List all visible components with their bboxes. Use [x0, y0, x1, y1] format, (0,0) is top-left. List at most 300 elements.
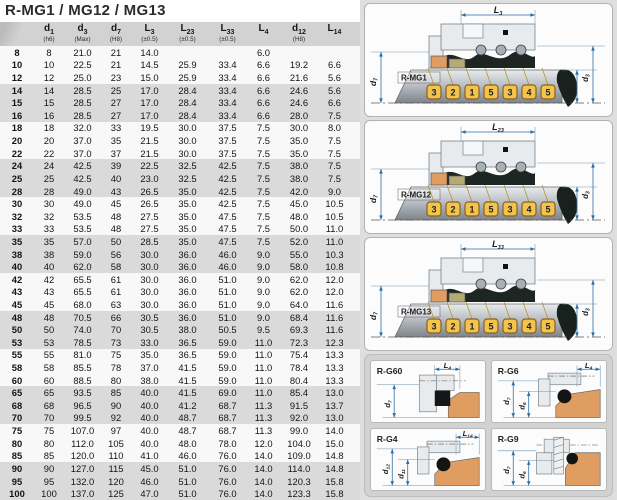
table-cell: 10.5 — [325, 210, 344, 222]
table-cell: 91.5 — [289, 399, 309, 411]
o-ring — [566, 453, 578, 465]
table-cell: 12 — [11, 72, 23, 84]
table-row — [0, 424, 360, 437]
table-cell: 75 — [110, 349, 122, 361]
table-cell: 66 — [110, 311, 122, 323]
seal-face — [449, 176, 465, 185]
gland — [417, 447, 429, 474]
table-cell: 14 — [43, 84, 55, 96]
table-cell: 76.0 — [218, 475, 237, 487]
seat-diagram-r-g6 — [491, 360, 607, 423]
table-row — [0, 386, 360, 399]
dim-label: $d_6$ — [517, 402, 528, 410]
table-cell: 30.0 — [140, 286, 159, 298]
table-cell: 28.0 — [289, 109, 309, 121]
dim-label: $L_{14}$ — [462, 429, 473, 440]
part-number: 1 — [469, 87, 475, 98]
table-cell: 32.5 — [178, 172, 197, 184]
table-cell: 55 — [43, 349, 55, 361]
table-row — [0, 323, 360, 336]
table-cell: 21.5 — [140, 135, 159, 147]
table-cell: 59.0 — [73, 248, 92, 260]
table-cell: 68 — [11, 399, 23, 411]
table-cell: 63 — [110, 298, 122, 310]
table-cell: 112.0 — [71, 437, 94, 449]
table-cell: 36.0 — [178, 311, 197, 323]
seat-diagram-panel — [364, 354, 613, 497]
table-cell: 78.0 — [218, 437, 237, 449]
table-row — [0, 197, 360, 210]
table-cell: 9.0 — [256, 248, 271, 260]
table-cell: 45.0 — [140, 462, 159, 474]
table-cell: 32 — [43, 210, 55, 222]
column-header: $d_3$ (Max) — [74, 23, 91, 44]
table-cell: 42 — [11, 273, 23, 285]
dim-label: d7 — [368, 77, 380, 87]
table-cell: 25.9 — [178, 72, 197, 84]
table-cell: 41.5 — [178, 362, 197, 374]
table-cell: 88.5 — [73, 374, 92, 386]
table-cell: 50.0 — [289, 223, 309, 235]
table-cell: 27.5 — [140, 223, 159, 235]
table-row — [0, 172, 360, 185]
dim-label: $d_1$ — [565, 319, 576, 327]
table-cell: 14 — [11, 84, 23, 96]
table-cell: 85.5 — [73, 362, 92, 374]
column-header: $d_{12}$ (H8) — [292, 23, 306, 44]
table-cell: 35.0 — [178, 210, 197, 222]
table-cell: 40 — [110, 172, 122, 184]
dim-label: d7 — [368, 194, 380, 204]
table-cell: 36.5 — [178, 349, 197, 361]
spring — [516, 45, 526, 55]
table-cell: 51.0 — [218, 298, 237, 310]
table-cell: 12.0 — [254, 437, 273, 449]
table-cell: 65 — [11, 387, 23, 399]
part-number: 5 — [545, 204, 551, 215]
table-cell: 37.0 — [140, 362, 159, 374]
part-number: 5 — [545, 321, 551, 332]
table-cell: 7.5 — [256, 223, 271, 235]
gland — [548, 373, 581, 385]
table-cell: 11.0 — [254, 374, 273, 386]
table-row — [0, 122, 360, 135]
table-cell: 19.5 — [140, 122, 159, 134]
gland-slot — [463, 141, 483, 155]
table-cell: 42.5 — [73, 172, 92, 184]
dim-label: $d_1$ — [565, 202, 576, 210]
table-cell: 41.2 — [178, 399, 197, 411]
table-cell: 70.5 — [73, 311, 92, 323]
table-cell: 25 — [110, 84, 122, 96]
table-cell: 12.3 — [325, 336, 344, 348]
table-cell: 24 — [43, 160, 55, 172]
gland-slot — [463, 258, 483, 272]
table-cell: 47.5 — [218, 210, 237, 222]
table-cell: 62.0 — [289, 273, 309, 285]
part-number: 3 — [507, 321, 513, 332]
table-cell: 7.5 — [256, 135, 271, 147]
table-row — [0, 349, 360, 362]
table-cell: 36.0 — [178, 298, 197, 310]
table-cell: 47.0 — [140, 488, 159, 500]
table-cell: 28 — [43, 185, 55, 197]
part-number: 3 — [507, 87, 513, 98]
table-cell: 22 — [11, 147, 23, 159]
column-header: $d_7$ (H8) — [109, 23, 123, 44]
table-row — [0, 399, 360, 412]
table-cell: 65.5 — [73, 286, 92, 298]
part-number: 1 — [469, 321, 475, 332]
table-cell: 30.0 — [178, 122, 197, 134]
table-cell: 37.0 — [73, 147, 92, 159]
part-number: 4 — [526, 321, 532, 332]
dim-label: $L_4$ — [443, 361, 452, 372]
table-cell: 59.0 — [218, 374, 237, 386]
table-row — [0, 159, 360, 172]
part-number: 3 — [431, 204, 437, 215]
table-cell: 78 — [110, 362, 122, 374]
table-cell: 42.5 — [218, 198, 237, 210]
table-cell: 26.5 — [140, 185, 159, 197]
gland — [437, 375, 454, 390]
table-cell: 5.6 — [327, 84, 342, 96]
table-cell: 58 — [11, 362, 23, 374]
table-cell: 90 — [110, 399, 122, 411]
table-cell: 14.0 — [254, 488, 273, 500]
table-cell: 68.4 — [289, 311, 309, 323]
dim-label: $d_7$ — [501, 397, 513, 405]
dim-label: $d_3$ — [581, 308, 592, 316]
table-cell: 80 — [110, 374, 122, 386]
table-cell: 45 — [110, 198, 122, 210]
column-header: $L_{23}$ (±0.5) — [179, 23, 196, 44]
table-cell: 15 — [43, 97, 55, 109]
table-cell: 15 — [11, 97, 23, 109]
table-cell: 65.5 — [73, 273, 92, 285]
table-cell: 75 — [11, 425, 23, 437]
table-cell: 14.5 — [140, 59, 159, 71]
table-cell: 62.0 — [289, 286, 309, 298]
table-cell: 6.6 — [256, 72, 271, 84]
table-cell: 51.0 — [178, 488, 197, 500]
table-cell: 30 — [11, 198, 23, 210]
table-cell: 7.5 — [256, 198, 271, 210]
dim-label: $d_3$ — [581, 191, 592, 199]
table-cell: 7.5 — [256, 235, 271, 247]
table-cell: 120 — [108, 475, 124, 487]
table-cell: 11.0 — [254, 336, 273, 348]
table-cell: 12 — [43, 72, 55, 84]
table-cell: 114.0 — [287, 462, 311, 474]
table-cell: 35.0 — [178, 223, 197, 235]
table-row — [0, 71, 360, 84]
table-cell: 12.0 — [325, 286, 344, 298]
table-cell: 59.0 — [218, 362, 237, 374]
diagram-panel — [360, 0, 617, 500]
table-cell: 51.0 — [218, 273, 237, 285]
table-body — [0, 46, 360, 500]
table-cell: 38.0 — [289, 172, 309, 184]
table-cell: 93.5 — [73, 387, 92, 399]
table-cell: 15.0 — [140, 72, 159, 84]
table-cell: 46.0 — [218, 248, 237, 260]
table-cell: 72.3 — [289, 336, 309, 348]
table-cell: 51.0 — [178, 475, 197, 487]
table-row — [0, 273, 360, 286]
table-cell: 49.0 — [73, 198, 92, 210]
table-cell: 21 — [110, 46, 122, 58]
table-cell: 15.0 — [325, 437, 344, 449]
table-cell: 38.0 — [178, 324, 197, 336]
column-header: $L_{33}$ (±0.5) — [219, 23, 236, 44]
part-number: 5 — [488, 87, 494, 98]
table-row — [0, 361, 360, 374]
table-cell: 61 — [110, 273, 122, 285]
seal-diagram-r-mg1 — [364, 3, 613, 117]
diagram-title: R-MG1 — [401, 73, 427, 83]
table-cell: 7.5 — [327, 109, 342, 121]
table-cell: 57.0 — [73, 235, 92, 247]
table-cell: 15.8 — [325, 475, 344, 487]
diagram-title: R-G4 — [376, 434, 398, 445]
dim-label: $L_{23}$ — [492, 122, 504, 134]
table-cell: 76.0 — [218, 450, 237, 462]
table-cell: 22.5 — [73, 59, 92, 71]
table-cell: 6.6 — [256, 109, 271, 121]
table-cell: 42.5 — [218, 172, 237, 184]
table-cell: 16 — [43, 109, 55, 121]
dim-label: d7 — [368, 311, 380, 321]
table-cell: 48 — [110, 210, 122, 222]
diagram-title: R-MG12 — [401, 190, 432, 200]
table-cell: 40.0 — [140, 412, 159, 424]
table-cell: 33.4 — [218, 72, 237, 84]
table-cell: 55 — [11, 349, 23, 361]
table-row — [0, 46, 360, 59]
table-cell: 18 — [43, 122, 55, 134]
table-cell: 14.0 — [325, 425, 344, 437]
table-cell: 13.7 — [325, 399, 344, 411]
table-cell: 42 — [43, 273, 55, 285]
table-cell: 38.0 — [140, 374, 159, 386]
table-cell: 28.5 — [140, 235, 159, 247]
table-cell: 48.0 — [178, 437, 197, 449]
table-cell: 9.0 — [327, 185, 342, 197]
table-cell: 35.0 — [178, 235, 197, 247]
dim-label: $L_{33}$ — [492, 239, 504, 251]
table-cell: 11.0 — [254, 387, 273, 399]
table-cell: 137.0 — [70, 488, 95, 500]
seat-ring — [431, 290, 447, 302]
table-cell: 35.0 — [178, 185, 197, 197]
table-cell: 38.0 — [289, 160, 309, 172]
table-cell: 90 — [43, 462, 55, 474]
table-cell: 6.6 — [256, 84, 271, 96]
table-cell: 13.3 — [325, 374, 344, 386]
table-row — [0, 134, 360, 147]
table-cell: 48 — [110, 223, 122, 235]
table-cell: 53.5 — [73, 210, 92, 222]
table-cell: 30 — [43, 198, 55, 210]
table-cell: 76.0 — [218, 488, 237, 500]
table-cell: 17.0 — [140, 84, 159, 96]
table-cell: 48.7 — [178, 425, 197, 437]
gland — [538, 379, 550, 406]
table-cell: 96.5 — [73, 399, 92, 411]
table-row — [0, 298, 360, 311]
table-cell: 11.0 — [325, 223, 344, 235]
table-cell: 35.0 — [289, 135, 309, 147]
table-cell: 85 — [43, 450, 55, 462]
table-cell: 13.0 — [325, 387, 344, 399]
table-cell: 22 — [43, 147, 55, 159]
table-row — [0, 84, 360, 97]
table-cell: 92.0 — [289, 412, 309, 424]
seat — [448, 392, 479, 417]
table-cell: 7.5 — [327, 135, 342, 147]
table-cell: 11.0 — [254, 349, 273, 361]
table-cell: 35 — [11, 235, 23, 247]
table-cell: 8 — [14, 46, 20, 58]
table-cell: 19.2 — [289, 59, 309, 71]
table-row — [0, 235, 360, 248]
table-cell: 36.0 — [178, 248, 197, 260]
table-cell: 40.0 — [140, 437, 159, 449]
table-cell: 28.5 — [73, 97, 92, 109]
dim-label: $L_4$ — [584, 361, 593, 372]
table-row — [0, 475, 360, 488]
diagram-title: R-G9 — [497, 434, 519, 445]
page-title: R-MG1 / MG12 / MG13 — [0, 0, 360, 22]
table-cell: 11.3 — [254, 425, 273, 437]
table-cell: 24 — [11, 160, 23, 172]
table-cell: 48.0 — [289, 210, 309, 222]
seat-ring — [431, 56, 447, 68]
table-cell: 15.8 — [325, 488, 344, 500]
table-cell: 132.0 — [70, 475, 95, 487]
table-cell: 25.9 — [178, 59, 197, 71]
seal-face — [449, 59, 465, 68]
table-cell: 120.3 — [287, 475, 311, 487]
table-cell: 43 — [43, 286, 55, 298]
table-cell: 32.0 — [73, 122, 92, 134]
table-row — [0, 487, 360, 500]
set-screw — [503, 30, 508, 35]
table-cell: 9.0 — [256, 286, 271, 298]
part-number: 3 — [431, 87, 437, 98]
table-cell: 41.0 — [140, 450, 159, 462]
table-cell: 8.0 — [327, 122, 342, 134]
table-cell: 6.0 — [256, 46, 271, 58]
spring — [476, 279, 486, 289]
table-cell: 68.7 — [218, 425, 237, 437]
table-cell: 80 — [11, 437, 23, 449]
table-cell: 65 — [43, 387, 55, 399]
table-cell: 51.0 — [218, 286, 237, 298]
table-cell: 105 — [108, 437, 124, 449]
table-cell: 37.5 — [218, 122, 237, 134]
spring — [496, 45, 506, 55]
table-cell: 45 — [43, 298, 55, 310]
table-cell: 6.6 — [327, 59, 342, 71]
table-cell: 16 — [11, 109, 23, 121]
table-cell: 11.0 — [325, 235, 344, 247]
table-row — [0, 147, 360, 160]
dim-label: $d_{12}$ — [380, 464, 392, 475]
table-cell: 11.6 — [325, 324, 344, 336]
dim-label: $d_6$ — [517, 471, 528, 479]
dim-label: $d_3$ — [581, 74, 592, 82]
table-cell: 78.4 — [289, 362, 309, 374]
table-cell: 100 — [9, 488, 25, 500]
table-cell: 13.3 — [325, 362, 344, 374]
table-cell: 20 — [43, 135, 55, 147]
part-number: 2 — [450, 204, 456, 215]
spring — [476, 45, 486, 55]
table-row — [0, 450, 360, 463]
column-header — [0, 22, 34, 46]
table-cell: 6.6 — [256, 59, 271, 71]
table-cell: 120.0 — [70, 450, 95, 462]
diagram-title: R-MG13 — [401, 307, 432, 317]
table-cell: 10 — [11, 59, 23, 71]
table-cell: 58.0 — [289, 261, 309, 273]
table-cell: 21.6 — [289, 72, 309, 84]
table-cell: 68 — [43, 399, 55, 411]
table-cell: 53 — [11, 336, 23, 348]
table-cell: 36.0 — [178, 273, 197, 285]
table-cell: 69.0 — [218, 387, 237, 399]
table-cell: 95 — [43, 475, 55, 487]
table-cell: 59.0 — [218, 349, 237, 361]
table-cell: 73 — [110, 336, 122, 348]
dim-label: $d_1$ — [565, 85, 576, 93]
table-cell: 24.6 — [289, 97, 309, 109]
table-cell: 14.0 — [254, 462, 273, 474]
table-cell: 76.0 — [218, 462, 237, 474]
table-cell: 41.5 — [178, 387, 197, 399]
spring — [516, 162, 526, 172]
table-cell: 50.5 — [218, 324, 237, 336]
table-cell: 11.3 — [254, 399, 273, 411]
table-cell: 7.5 — [256, 147, 271, 159]
table-cell: 56 — [110, 248, 122, 260]
seal-diagram-r-mg12 — [364, 120, 613, 234]
square-seal — [435, 391, 450, 406]
table-cell: 5.6 — [327, 72, 342, 84]
table-cell: 6.6 — [256, 97, 271, 109]
part-number: 2 — [450, 87, 456, 98]
column-header: $L_{14}$ — [327, 23, 342, 37]
table-cell: 35 — [110, 135, 122, 147]
table-cell: 10 — [43, 59, 55, 71]
table-cell: 49.0 — [73, 185, 92, 197]
table-cell: 85 — [11, 450, 23, 462]
spring — [516, 279, 526, 289]
table-cell: 46.0 — [178, 450, 197, 462]
table-cell: 60 — [11, 374, 23, 386]
table-cell: 25 — [43, 172, 55, 184]
table-cell: 104.0 — [287, 437, 311, 449]
table-cell: 75 — [43, 425, 55, 437]
part-number: 5 — [545, 87, 551, 98]
table-cell: 28.4 — [178, 84, 197, 96]
table-cell: 70 — [43, 412, 55, 424]
table-cell: 25.0 — [73, 72, 92, 84]
table-cell: 24.6 — [289, 84, 309, 96]
table-cell: 33.4 — [218, 109, 237, 121]
